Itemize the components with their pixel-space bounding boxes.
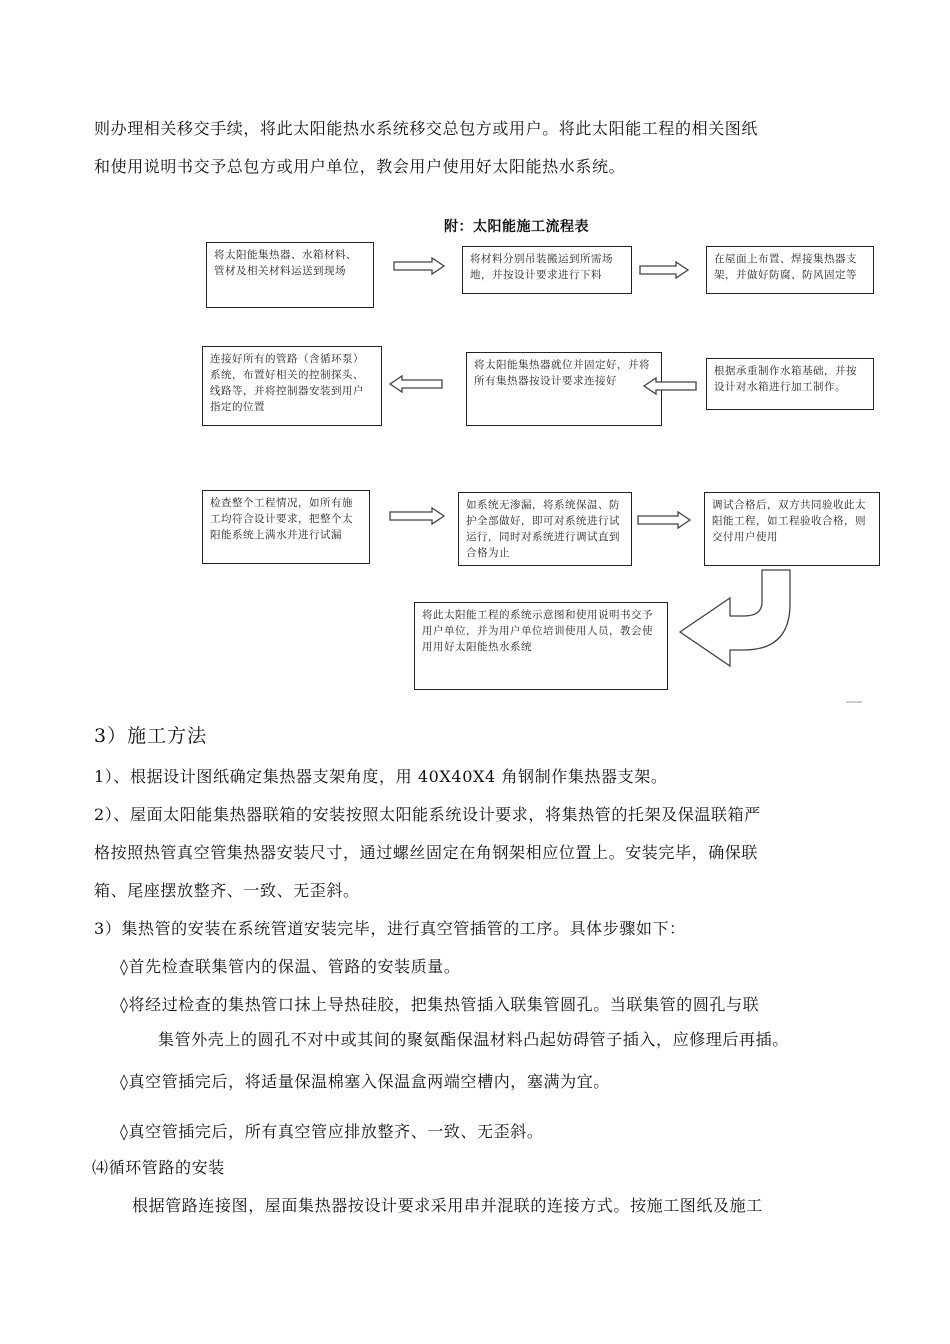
step-transport-materials: 将太阳能集热器、水箱材料、管材及相关材料运送到现场 [206, 242, 374, 308]
bullet-line-1: ◊首先检查联集管内的保温、管路的安装质量。 [120, 957, 461, 976]
arrow-left-1 [644, 378, 696, 394]
section-line-last: 根据管路连接图，屋面集热器按设计要求采用串并混联的连接方式。按施工图纸及施工 [132, 1196, 763, 1215]
bullet-line-2-cont: 集管外壳上的圆孔不对中或其间的聚氨酯保温材料凸起妨碍管子插入，应修理后再插。 [158, 1030, 789, 1049]
arrow-right-3 [390, 508, 444, 524]
step-weld-bracket: 在屋面上布置、焊接集热器支架，并做好防腐、防风固定等 [706, 246, 874, 294]
arrow-left-2 [390, 376, 442, 392]
step-acceptance: 调试合格后，双方共同验收此太阳能工程，如工程验收合格，则交付用户使用 [704, 492, 880, 566]
step-hoist-and-cut: 将材料分别吊装搬运到所需场地，并按设计要求进行下料 [462, 246, 632, 294]
arrow-right-1 [394, 258, 444, 274]
section-line-4: 箱、尾座摆放整齐、一致、无歪斜。 [94, 881, 360, 900]
arrow-curved-down-left [680, 570, 790, 666]
bullet-line-2: ◊将经过检查的集热管口抹上导热硅胶，把集热管插入联集管圆孔。当联集管的圆孔与联 [120, 995, 760, 1014]
intro-line-2: 和使用说明书交予总包方或用户单位，教会用户使用好太阳能热水系统。 [94, 157, 626, 176]
arrow-right-4 [638, 512, 690, 528]
step-connect-pipes: 连接好所有的管路（含循环泵）系统，布置好相关的控制探头、线路等，并将控制器安装到用户指定的位置 [202, 346, 382, 426]
flowchart-title: 附：太阳能施工流程表 [444, 219, 589, 235]
flowchart-arrows [196, 206, 886, 706]
subsection-heading: ⑷循环管路的安装 [92, 1158, 225, 1177]
bullet-line-4: ◊真空管插完后，所有真空管应排放整齐、一致、无歪斜。 [120, 1122, 544, 1141]
step-insulation-and-trial-run: 如系统无渗漏，将系统保温、防护全部做好，即可对系统进行试运行，同时对系统进行调试直到合格为止 [458, 492, 632, 566]
step-inspect-and-leak-test: 检查整个工程情况，如所有施工均符合设计要求，把整个太阳能系统上满水并进行试漏 [202, 490, 370, 564]
section-heading: 3）施工方法 [94, 725, 208, 747]
section-line-1: 1）、根据设计图纸确定集热器支架角度，用 40X40X4 角钢制作集热器支架。 [94, 767, 668, 786]
arrow-right-2 [640, 262, 688, 278]
section-line-3: 格按照热管真空管集热器安装尺寸，通过螺丝固定在角钢架相应位置上。安装完毕，确保联 [94, 843, 759, 862]
bullet-line-3: ◊真空管插完后，将适量保温棉塞入保温盒两端空槽内，塞满为宜。 [120, 1072, 610, 1091]
step-water-tank: 根据承重制作水箱基础，并按设计对水箱进行加工制作。 [706, 358, 874, 410]
section-line-5: 3）集热管的安装在系统管道安装完毕，进行真空管插管的工序。具体步骤如下： [94, 919, 686, 938]
step-install-collectors: 将太阳能集热器就位并固定好，并将所有集热器按设计要求连接好 [466, 352, 662, 426]
step-handover-and-training: 将此太阳能工程的系统示意图和使用说明书交予用户单位，并为用户单位培训使用人员，教会使用用好太阳能热水系统 [414, 602, 668, 690]
construction-flowchart [196, 206, 886, 706]
intro-line-1: 则办理相关移交手续，将此太阳能热水系统移交总包方或用户。将此太阳能工程的相关图纸 [94, 119, 759, 138]
section-line-2: 2）、屋面太阳能集热器联箱的安装按照太阳能系统设计要求，将集热管的托架及保温联箱严 [94, 805, 761, 824]
